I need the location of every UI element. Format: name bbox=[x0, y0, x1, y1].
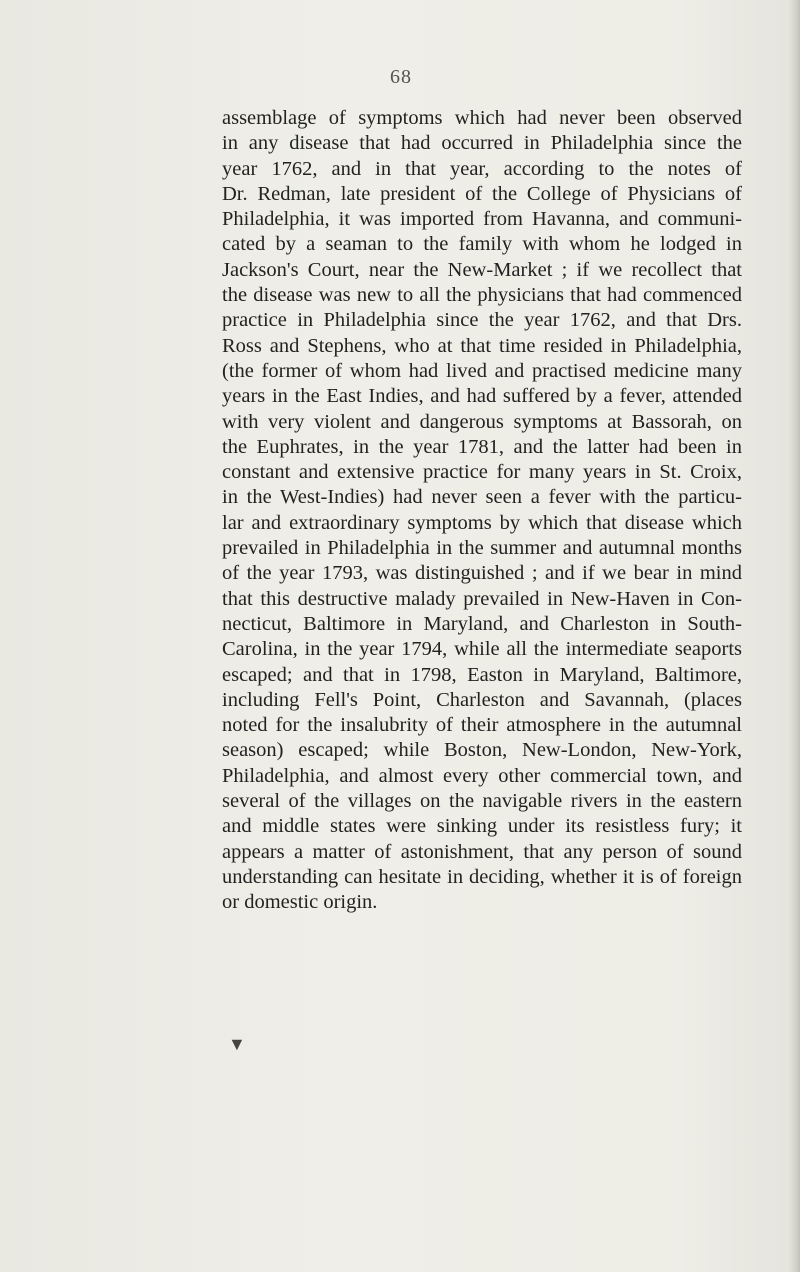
text-line: assemblage of symptoms which had never been observed bbox=[222, 107, 742, 129]
text-line: in the West-Indies) had never seen a fever with the particu- bbox=[222, 486, 742, 509]
text-line: understanding can hesitate in deciding, whether it is of foreign bbox=[222, 865, 742, 888]
text-line: years in the East Indies, and had suffered by a fever, attended bbox=[222, 385, 742, 408]
text-line: the disease was new to all the physicians that had commenced bbox=[222, 284, 742, 307]
text-line: season) escaped; while Boston, New-London, New-York, bbox=[222, 739, 742, 762]
text-line: Philadelphia, it was imported from Havanna, and communi- bbox=[222, 208, 742, 231]
text-line: several of the villages on the navigable rivers in the eastern bbox=[222, 790, 742, 813]
text-line: or domestic origin. bbox=[222, 891, 378, 914]
page-edge-shadow bbox=[788, 0, 800, 1272]
text-line: prevailed in Philadelphia in the summer and autumnal months bbox=[222, 537, 742, 560]
text-line: that this destructive malady prevailed in New-Haven in Con- bbox=[222, 587, 742, 610]
page-number: 68 bbox=[390, 66, 412, 88]
text-line: appears a matter of astonishment, that any person of sound bbox=[222, 840, 742, 863]
margin-mark-icon: ▼ bbox=[228, 1034, 246, 1054]
text-line: escaped; and that in 1798, Easton in Maryland, Baltimore, bbox=[222, 663, 742, 686]
text-line: constant and extensive practice for many years in St. Croix, bbox=[222, 461, 742, 484]
text-line: lar and extraordinary symptoms by which that disease which bbox=[222, 511, 742, 534]
text-line: in any disease that had occurred in Philadelphia since the bbox=[222, 132, 742, 155]
text-line: Carolina, in the year 1794, while all the intermediate seaports bbox=[222, 638, 742, 661]
text-line: and middle states were sinking under its resistless fury; it bbox=[222, 815, 742, 838]
text-line: Ross and Stephens, who at that time resided in Philadelphia, bbox=[222, 334, 742, 357]
text-line: Jackson's Court, near the New-Market ; if we recollect that bbox=[222, 258, 742, 281]
text-line: including Fell's Point, Charleston and Savannah, (places bbox=[222, 688, 742, 711]
text-line: year 1762, and in that year, according to the notes of bbox=[222, 157, 742, 180]
text-line: (the former of whom had lived and practised medicine many bbox=[222, 359, 742, 382]
text-line: the Euphrates, in the year 1781, and the latter had been in bbox=[222, 435, 742, 458]
text-line: Dr. Redman, late president of the College of Physicians of bbox=[222, 182, 742, 205]
text-line: of the year 1793, was distinguished ; and if we bear in mind bbox=[222, 562, 742, 585]
text-line: noted for the insalubrity of their atmosphere in the autumnal bbox=[222, 714, 742, 737]
text-line: necticut, Baltimore in Maryland, and Charleston in South- bbox=[222, 612, 742, 635]
text-line: Philadelphia, and almost every other commercial town, and bbox=[222, 764, 742, 787]
text-line: practice in Philadelphia since the year 1762, and that Drs. bbox=[222, 309, 742, 332]
text-line: cated by a seaman to the family with whom he lodged in bbox=[222, 233, 742, 256]
text-line: with very violent and dangerous symptoms at Bassorah, on bbox=[222, 410, 742, 433]
body-paragraph bbox=[222, 106, 742, 916]
